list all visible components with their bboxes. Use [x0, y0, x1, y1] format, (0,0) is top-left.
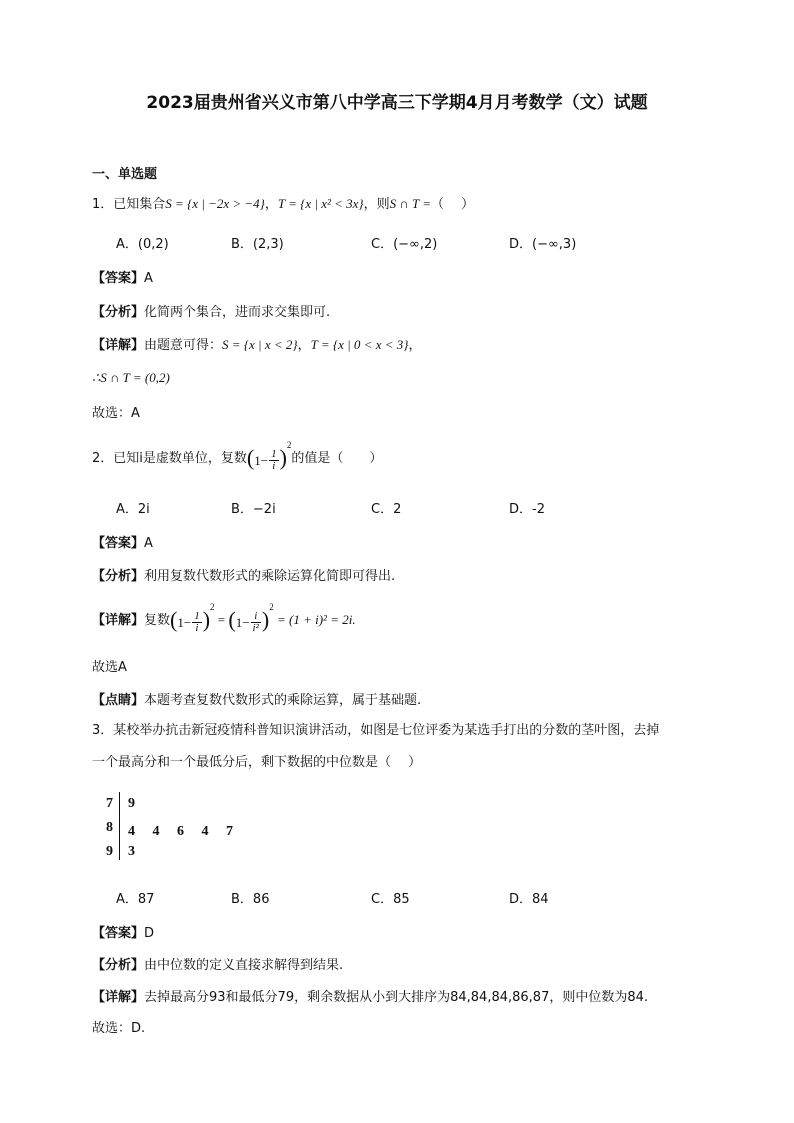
q3-option-a: A．87: [116, 892, 155, 907]
q2-detail-text: 复数: [144, 613, 171, 628]
q2-exponent: 2: [286, 440, 292, 450]
q1-option-b: B．(2,3): [231, 237, 284, 252]
q1-detail: 【详解】由题意可得：S = {x | x < 2}，T = {x | 0 < x < 3}，: [92, 337, 422, 353]
q3-analysis: [92, 954, 343, 973]
q3-detail: [92, 986, 648, 1005]
answer-label: 【答案】: [92, 536, 145, 551]
q1-option-d: D．(−∞,3): [509, 237, 577, 252]
detail-label: 【详解】: [92, 613, 145, 628]
stem-leaf-plot: [101, 792, 261, 864]
q2-detail-expr-2: (1− $\frac{i}{\text{i²}}$ ): [228, 607, 270, 634]
leaf-values: 9: [128, 796, 135, 811]
q1-set-s: S = {x | −2x > −4}: [165, 196, 265, 211]
analysis-label: 【分析】: [92, 569, 145, 584]
q3-answer: [92, 922, 154, 941]
q3-analysis-text: 由中位数的定义直接求解得到结果.: [144, 958, 344, 973]
q1-stem-then: ，则: [363, 197, 390, 212]
q1-choose: 故选：A: [92, 406, 140, 421]
q2-stem: [92, 440, 382, 472]
leaf-values: 4 4 6 4 7: [128, 824, 233, 839]
answer-label: 【答案】: [92, 271, 145, 286]
q1-answer: [92, 267, 153, 286]
stem-leaf-divider: [119, 792, 120, 860]
q1-answer-value: A: [144, 271, 153, 286]
q2-analysis-text: 利用复数代数形式的乘除运算化简即可得出.: [144, 569, 396, 584]
detail-label: 【详解】: [92, 338, 145, 353]
q2-detail: 【详解】复数(1− $\frac{1}{i}$ )$^2$ = (1− $\frac{i}{\text{i²}}$ )$^2$ = (1 + i)² = 2i.: [92, 602, 356, 634]
q1-analysis: [92, 301, 330, 320]
stem-value: 7: [106, 796, 113, 811]
q1-set-t: T = {x | x² < 3x}: [277, 196, 364, 211]
q2-comment-text: 本题考查复数代数形式的乘除运算，属于基础题.: [144, 693, 422, 708]
stem-value: 9: [106, 844, 113, 859]
stem-value: 8: [106, 820, 113, 835]
q2-option-b: B．−2i: [231, 502, 276, 517]
analysis-label: 【分析】: [92, 958, 145, 973]
q2-answer: [92, 532, 153, 551]
q3-detail-text: 去掉最高分93和最低分79，剩余数据从小到大排序为84,84,84,86,87，则中位数为84.: [144, 990, 649, 1005]
q2-stem-text: 2．已知i是虚数单位，复数: [92, 451, 247, 466]
q2-answer-value: A: [144, 536, 153, 551]
q3-option-d: D．84: [509, 892, 549, 907]
q1-stem: 1．已知集合S = {x | −2x > −4}，T = {x | x² < 3x}，则S ∩ T =（ ）: [92, 196, 475, 212]
q1-option-c: C．(−∞,2): [371, 237, 438, 252]
q2-comment: [92, 689, 421, 708]
q3-stem-line2: 一个最高分和一个最低分后，剩下数据的中位数是（ ）: [92, 755, 422, 770]
q2-choose: 故选A: [92, 660, 127, 675]
page-title: 2023届贵州省兴义市第八中学高三下学期4月月考数学（文）试题: [146, 93, 648, 113]
q3-answer-value: D: [144, 926, 155, 941]
answer-label: 【答案】: [92, 926, 145, 941]
q1-blank: （ ）: [431, 197, 475, 212]
q1-analysis-text: 化简两个集合，进而求交集即可.: [144, 305, 331, 320]
q3-option-c: C．85: [371, 892, 410, 907]
q1-stem-text: 1．已知集合: [92, 197, 166, 212]
section-heading: 一、单选题: [92, 167, 158, 182]
q1-detail-set-t: T = {x | 0 < x < 3}: [310, 337, 409, 352]
leaf-values: 3: [128, 844, 135, 859]
q2-option-d: D．-2: [509, 502, 545, 517]
detail-label: 【详解】: [92, 990, 145, 1005]
q2-analysis: [92, 565, 395, 584]
q2-expression: (1− $\frac{1}{i}$ ): [246, 445, 287, 472]
q2-option-a: A．2i: [116, 502, 150, 517]
q2-detail-result: = (1 + i)² = 2i.: [276, 612, 356, 627]
q2-option-c: C．2: [371, 502, 402, 517]
q3-choose: 故选：D.: [92, 1021, 146, 1036]
q1-option-a: A．(0,2): [116, 237, 169, 252]
q1-expression: S ∩ T =: [389, 196, 432, 211]
q1-conclusion: ∴S ∩ T = (0,2): [92, 370, 170, 385]
q2-fraction: $\frac{1}{i}$: [271, 447, 277, 472]
q1-detail-text: 由题意可得：: [144, 338, 223, 353]
q2-stem-tail: 的值是（ ）: [291, 451, 383, 466]
q2-detail-expr-1: (1− $\frac{1}{i}$ ): [170, 607, 211, 634]
q3-option-b: B．86: [231, 892, 270, 907]
analysis-label: 【分析】: [92, 305, 145, 320]
comment-label: 【点睛】: [92, 693, 145, 708]
q3-stem-line1: 3．某校举办抗击新冠疫情科普知识演讲活动，如图是七位评委为某选手打出的分数的茎叶图，去掉: [92, 723, 660, 738]
q1-detail-set-s: S = {x | x < 2}: [222, 337, 298, 352]
